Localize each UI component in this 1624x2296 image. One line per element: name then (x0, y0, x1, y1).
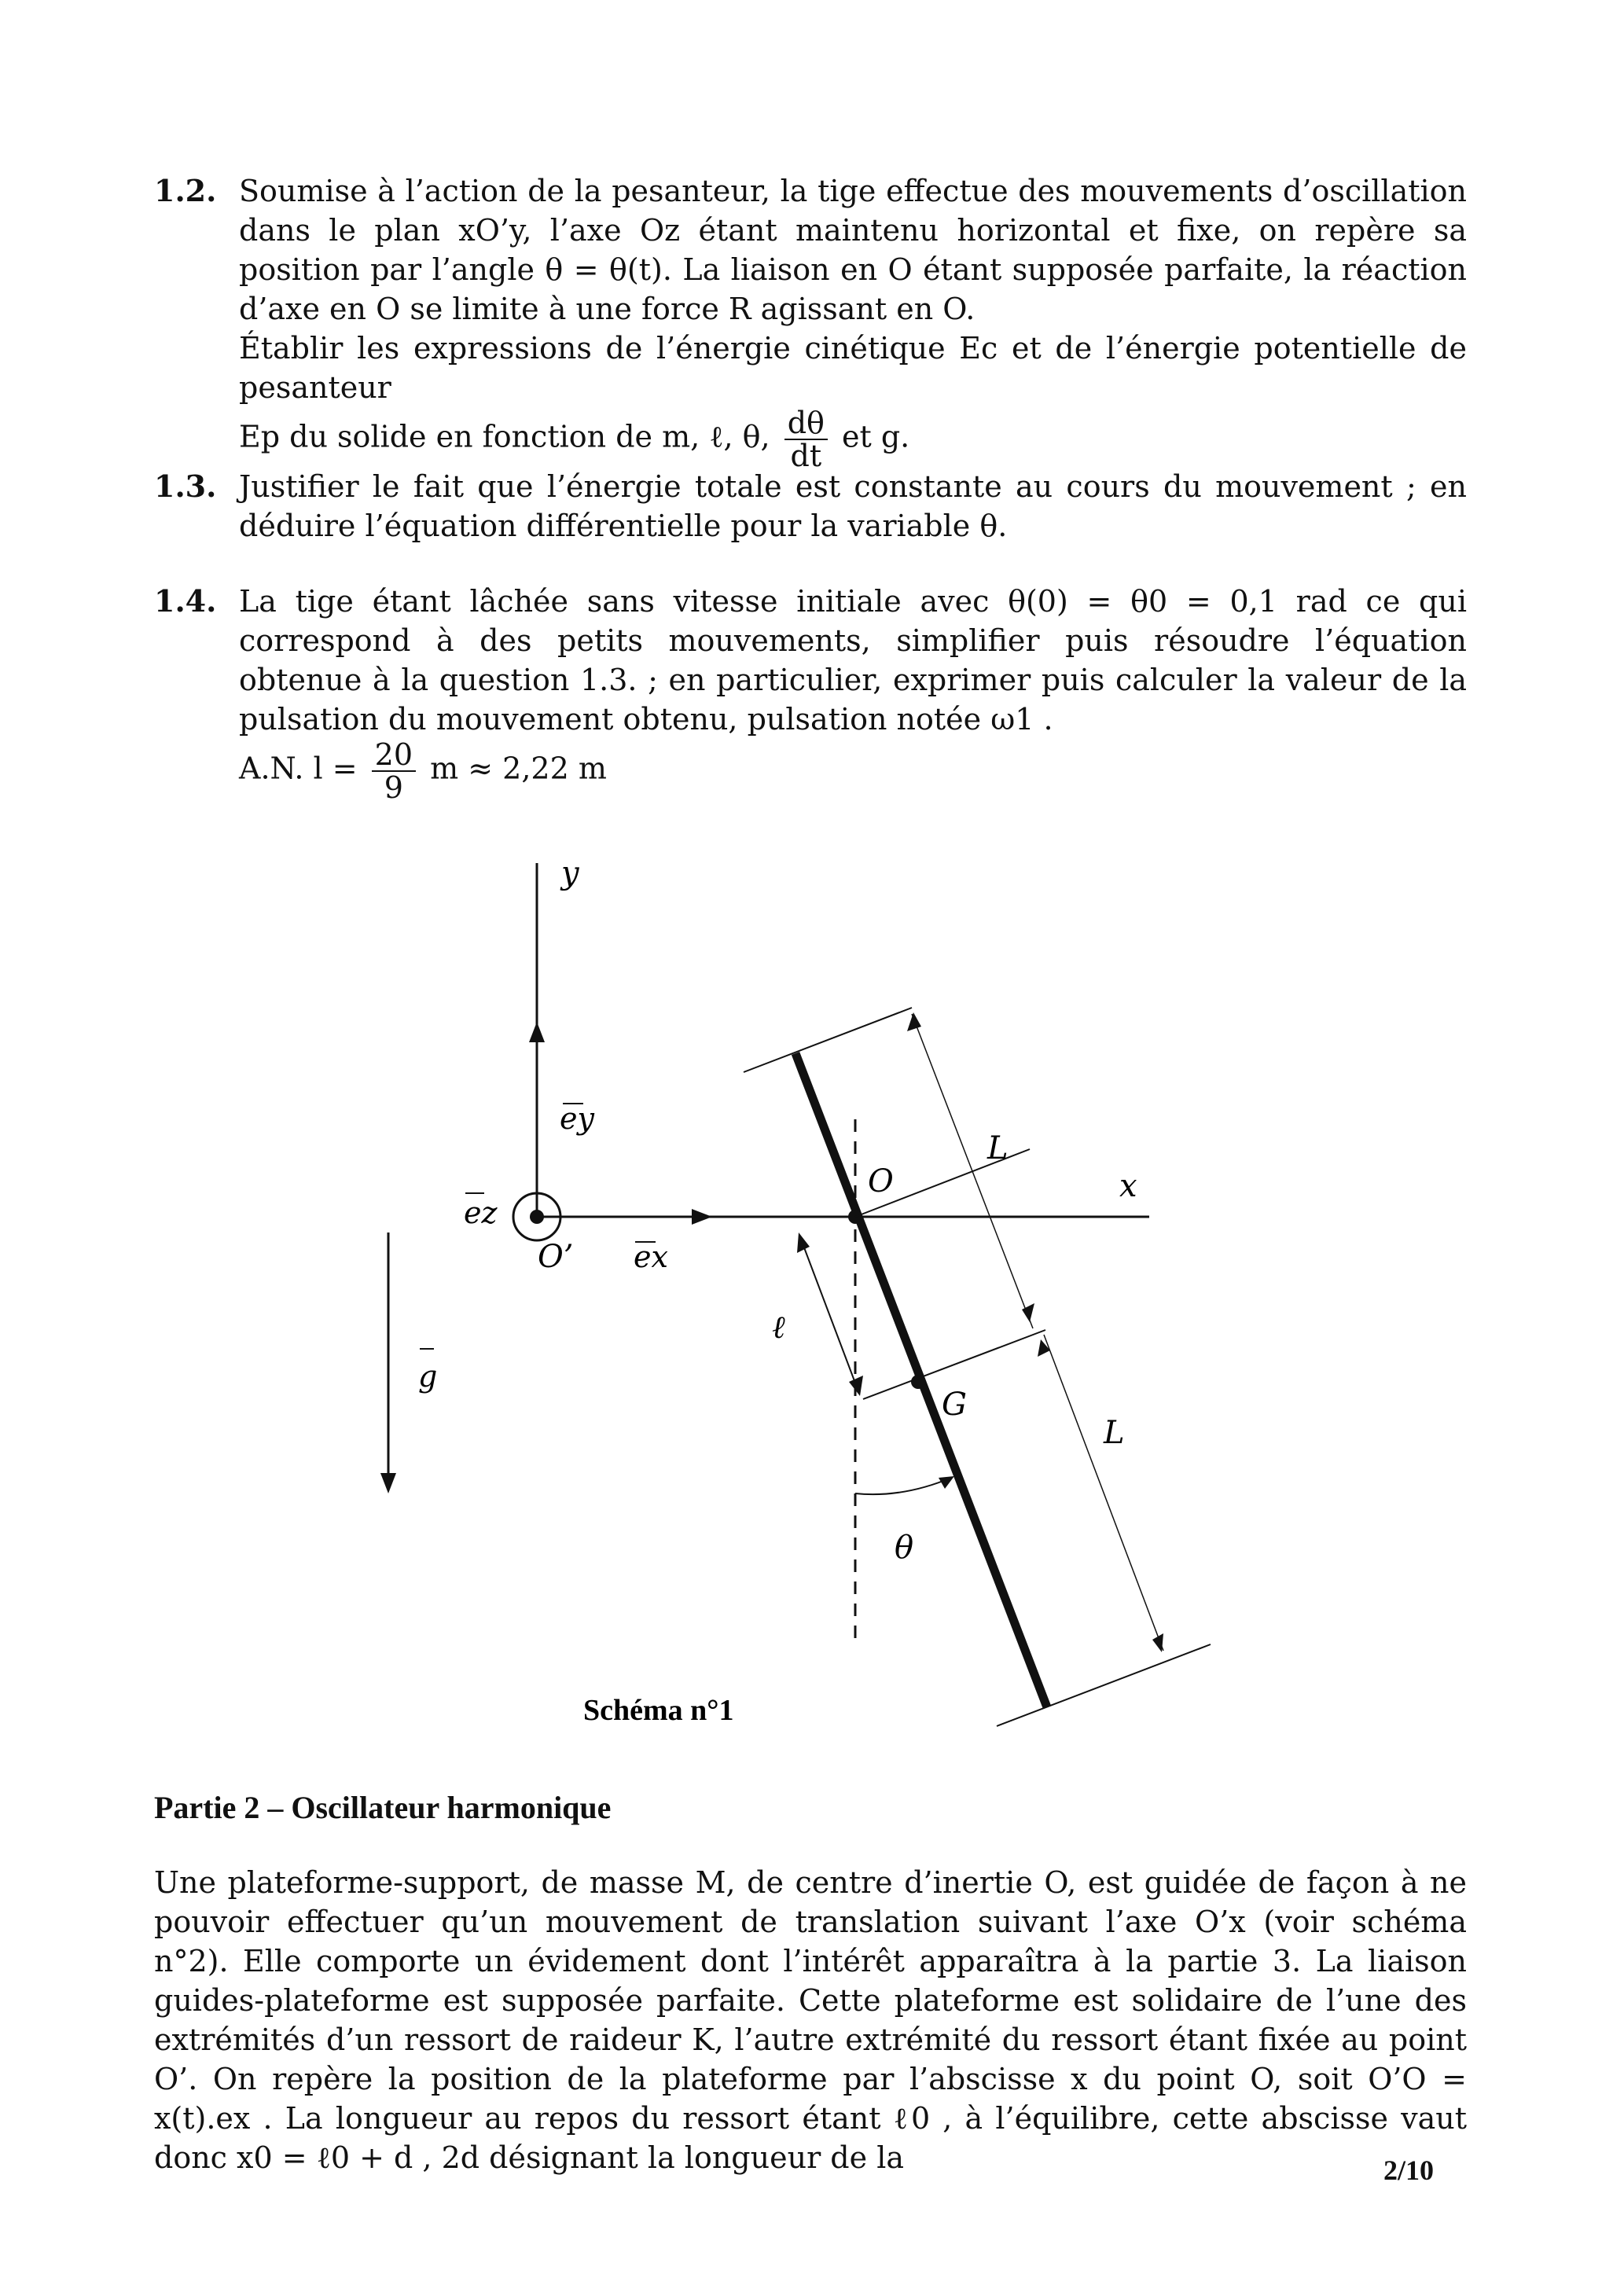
question-text-fragment: Ep du solide en fonction de m, ℓ, θ, (239, 419, 770, 454)
fraction-numerator: dθ (784, 407, 828, 440)
page-number: 2/10 (1383, 2155, 1435, 2186)
ey-label: ey (560, 1101, 594, 1136)
fraction-numerator: 20 (372, 739, 416, 772)
y-axis-label: y (561, 855, 579, 891)
fraction-denominator: dt (790, 439, 822, 473)
question-text (239, 407, 1467, 472)
L-top-label: L (987, 1130, 1009, 1166)
section-intro (154, 1863, 1467, 2177)
ez-label: ez (464, 1196, 498, 1230)
fraction-denominator: 9 (384, 770, 403, 805)
L-bottom-label: L (1104, 1415, 1125, 1451)
dimension-arrowhead (1038, 1339, 1050, 1357)
ell-label: ℓ (772, 1310, 785, 1346)
dimension-arrowhead (907, 1012, 921, 1031)
gravity-arrowhead (380, 1473, 396, 1493)
question-text: Justifier le fait que l’énergie totale est constante au cours du mouvement ; en déduire l’équation différentielle pour la variable θ. (239, 469, 1467, 543)
question-number: 1.4. (154, 583, 217, 619)
O-label: O (868, 1163, 894, 1199)
ex-label: ex (634, 1240, 668, 1274)
section-paragraph: Une plateforme-support, de masse M, de centre d’inertie O, est guidée de façon à ne pouvoir effectuer qu’un mouvement de translation suivant l’axe O’x (voir schéma n°2). Elle comporte un évidement dont l’intérêt apparaîtra à la partie 3. La liaison guides-plateforme est supposée parfaite. Cette plateforme est solidaire de l’une des extrémités d’un ressort de raideur K, l’autre extrémité du ressort étant fixée au point O’. On repère la position de la plateforme par l’abscisse x du point O, soit O’O = x(t).ex . La longueur au repos du ressort étant ℓ0 , à l’équilibre, cette abscisse vaut donc x0 = ℓ0 + d , 2d désignant la longueur de la (154, 1865, 1467, 2175)
ex-arrowhead (692, 1209, 712, 1225)
ez-dot (530, 1210, 544, 1224)
length-fraction (372, 739, 416, 803)
theta-label: θ (895, 1530, 914, 1566)
question-number: 1.2. (154, 173, 217, 208)
question-number: 1.3. (154, 468, 217, 504)
O-prime-label: O’ (538, 1239, 574, 1275)
question-text: La tige étant lâchée sans vitesse initiale avec θ(0) = θ0 = 0,1 rad ce qui correspond à des petits mouvements, simplifier puis résoudre l’équation obtenue à la question 1.3. ; en particulier, exprimer puis calculer la valeur de la pulsation du mouvement obtenu, pulsation notée ω1 . (239, 584, 1467, 737)
section-title: Partie 2 – Oscillateur harmonique (154, 1790, 612, 1825)
dimension-line-ell (800, 1237, 858, 1391)
dimension-line-L-top (912, 1014, 1033, 1328)
g-label: g (418, 1359, 438, 1394)
an-prefix: A.N. l = (239, 751, 358, 786)
x-axis-label: x (1119, 1168, 1137, 1204)
question-text: Soumise à l’action de la pesanteur, la tige effectue des mouvements d’oscillation dans le plan xO’y, l’axe Oz étant maintenu horizontal et fixe, on repère sa position par l’angle θ = θ(t). La liaison en O étant supposée parfaite, la réaction d’axe en O se limite à une force R agissant en O. (239, 174, 1467, 326)
question-1-3 (154, 467, 1467, 546)
derivative-fraction (784, 407, 828, 472)
question-1-4 (154, 582, 1467, 803)
question-text-fragment: et g. (842, 419, 910, 454)
an-suffix: m ≈ 2,22 m (430, 751, 607, 786)
figure-caption: Schéma n°1 (583, 1694, 734, 1727)
pendulum-diagram (0, 849, 1624, 1745)
question-1-2 (154, 171, 1467, 472)
question-text: Établir les expressions de l’énergie cinétique Ec et de l’énergie potentielle de pesanteur (239, 331, 1467, 405)
ey-arrowhead (529, 1022, 545, 1042)
dimension-line-L-bottom (1044, 1335, 1163, 1651)
theta-arc (855, 1478, 951, 1494)
numerical-application (239, 739, 1467, 803)
G-label: G (942, 1387, 967, 1423)
dimension-arrowhead (797, 1232, 810, 1253)
extension-line-top (744, 1008, 912, 1072)
